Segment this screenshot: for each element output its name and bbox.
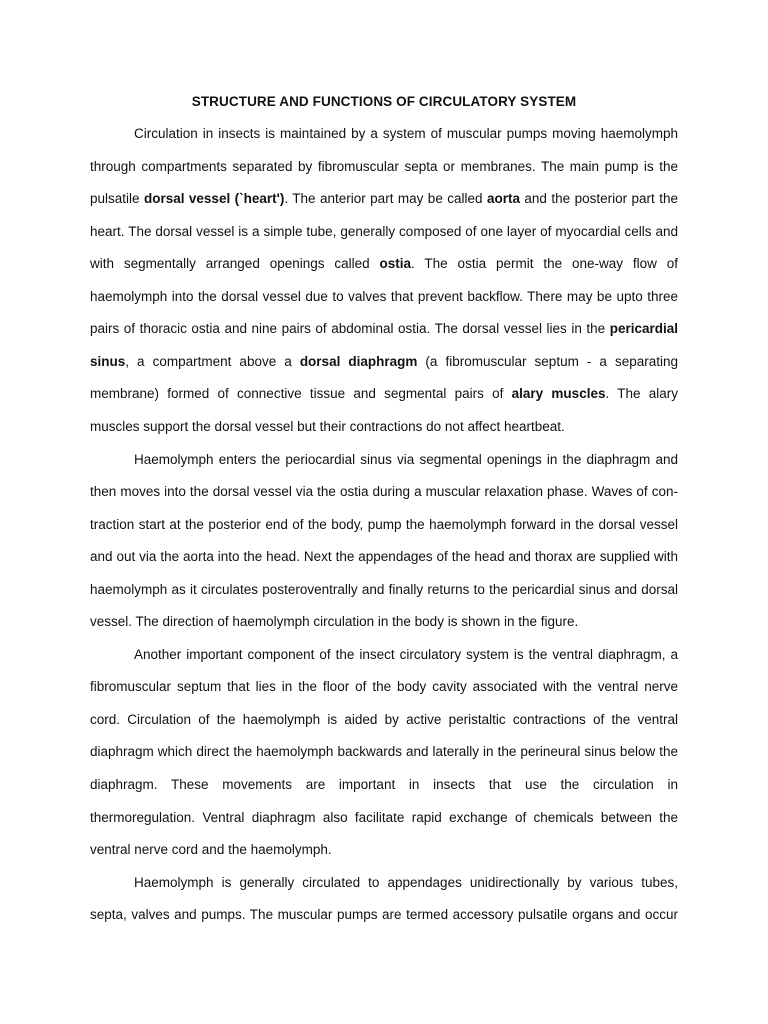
text-line [90, 582, 678, 598]
text-run: , a compartment above a [125, 353, 300, 369]
text-run: Another important component of the insect circulatory system is the ventral diaphragm, a [134, 646, 678, 662]
text-line [90, 712, 678, 728]
text-line [134, 875, 678, 891]
text-run: heart. The dorsal vessel is a simple tube, generally composed of one layer of myocardial cells and [90, 223, 678, 239]
text-run: . The anterior part may be called [284, 191, 487, 207]
bold-term: dorsal vessel (`heart') [143, 191, 285, 207]
text-run: vessel. The direction of haemolymph circulation in the body is shown in the figure. [90, 614, 579, 630]
text-line [90, 679, 678, 695]
bold-term: dorsal diaphragm [299, 353, 418, 369]
text-run: haemolymph as it circulates posteroventrally and finally returns to the pericardial sinus and dorsal [90, 581, 678, 597]
text-run: ventral nerve cord and the haemolymph. [90, 842, 332, 858]
text-line [90, 321, 678, 337]
text-line [134, 126, 678, 142]
text-run: diaphragm. These movements are important in insects that use the circulation in [90, 777, 678, 792]
text-run: Circulation in insects is maintained by a system of muscular pumps moving haemolymph [134, 126, 678, 141]
text-line [90, 159, 678, 175]
text-run: with segmentally arranged openings called [90, 256, 380, 272]
text-run: then moves into the dorsal vessel via the ostia during a muscular relaxation phase. Waves of con- [90, 484, 678, 500]
text-run: membrane) formed of connective tissue and segmental pairs of [90, 386, 512, 402]
text-line [90, 191, 678, 207]
text-run: and out via the aorta into the head. Next the appendages of the head and thorax are supplied with [90, 549, 678, 565]
bold-term: alary muscles [511, 386, 606, 402]
text-line [90, 842, 678, 858]
text-line [90, 289, 678, 305]
text-run: thermoregulation. Ventral diaphragm also facilitate rapid exchange of chemicals between the [90, 809, 678, 825]
text-line [90, 777, 678, 793]
bold-term: sinus [90, 353, 126, 369]
text-run: muscles support the dorsal vessel but their contractions do not affect heartbeat. [90, 418, 565, 434]
text-run: and the posterior part the [519, 191, 678, 207]
text-line [90, 256, 678, 272]
text-line [90, 354, 678, 370]
text-line [90, 484, 678, 500]
text-run: . The alary [605, 386, 678, 402]
text-run: septa, valves and pumps. The muscular pumps are termed accessory pulsatile organs and occur [90, 907, 678, 923]
text-line [90, 224, 678, 240]
text-run: pulsatile [90, 191, 144, 207]
text-run: (a fibromuscular septum - a separating [417, 353, 678, 369]
text-line [90, 419, 678, 435]
text-line [90, 386, 678, 402]
text-run: through compartments separated by fibromuscular septa or membranes. The main pump is the [90, 158, 678, 174]
text-run: Haemolymph is generally circulated to appendages unidirectionally by various tubes, [134, 874, 678, 890]
bold-term: aorta [486, 191, 520, 207]
text-line [90, 907, 678, 923]
text-run: haemolymph into the dorsal vessel due to valves that prevent backflow. There may be upto three [90, 288, 678, 304]
text-run: cord. Circulation of the haemolymph is aided by active peristaltic contractions of the ventral [90, 711, 678, 727]
text-run: traction start at the posterior end of the body, pump the haemolymph forward in the dorsal vessel [90, 516, 678, 532]
text-run: diaphragm which direct the haemolymph backwards and laterally in the perineural sinus below the [90, 744, 678, 760]
text-line [90, 614, 678, 630]
bold-term: pericardial [609, 321, 678, 337]
text-line [90, 517, 678, 533]
text-run: pairs of thoracic ostia and nine pairs of abdominal ostia. The dorsal vessel lies in the [90, 321, 610, 337]
text-line [90, 810, 678, 826]
text-line [134, 452, 678, 468]
text-line [90, 744, 678, 760]
text-line [90, 549, 678, 565]
document-title: STRUCTURE AND FUNCTIONS OF CIRCULATORY SYSTEM [191, 94, 577, 109]
text-run: Haemolymph enters the periocardial sinus via segmental openings in the diaphragm and [134, 451, 678, 467]
text-run: . The ostia permit the one-way flow of [411, 256, 679, 272]
bold-term: ostia [379, 256, 412, 272]
text-line [134, 647, 678, 663]
text-run: fibromuscular septum that lies in the floor of the body cavity associated with the ventral nerve [90, 679, 678, 695]
